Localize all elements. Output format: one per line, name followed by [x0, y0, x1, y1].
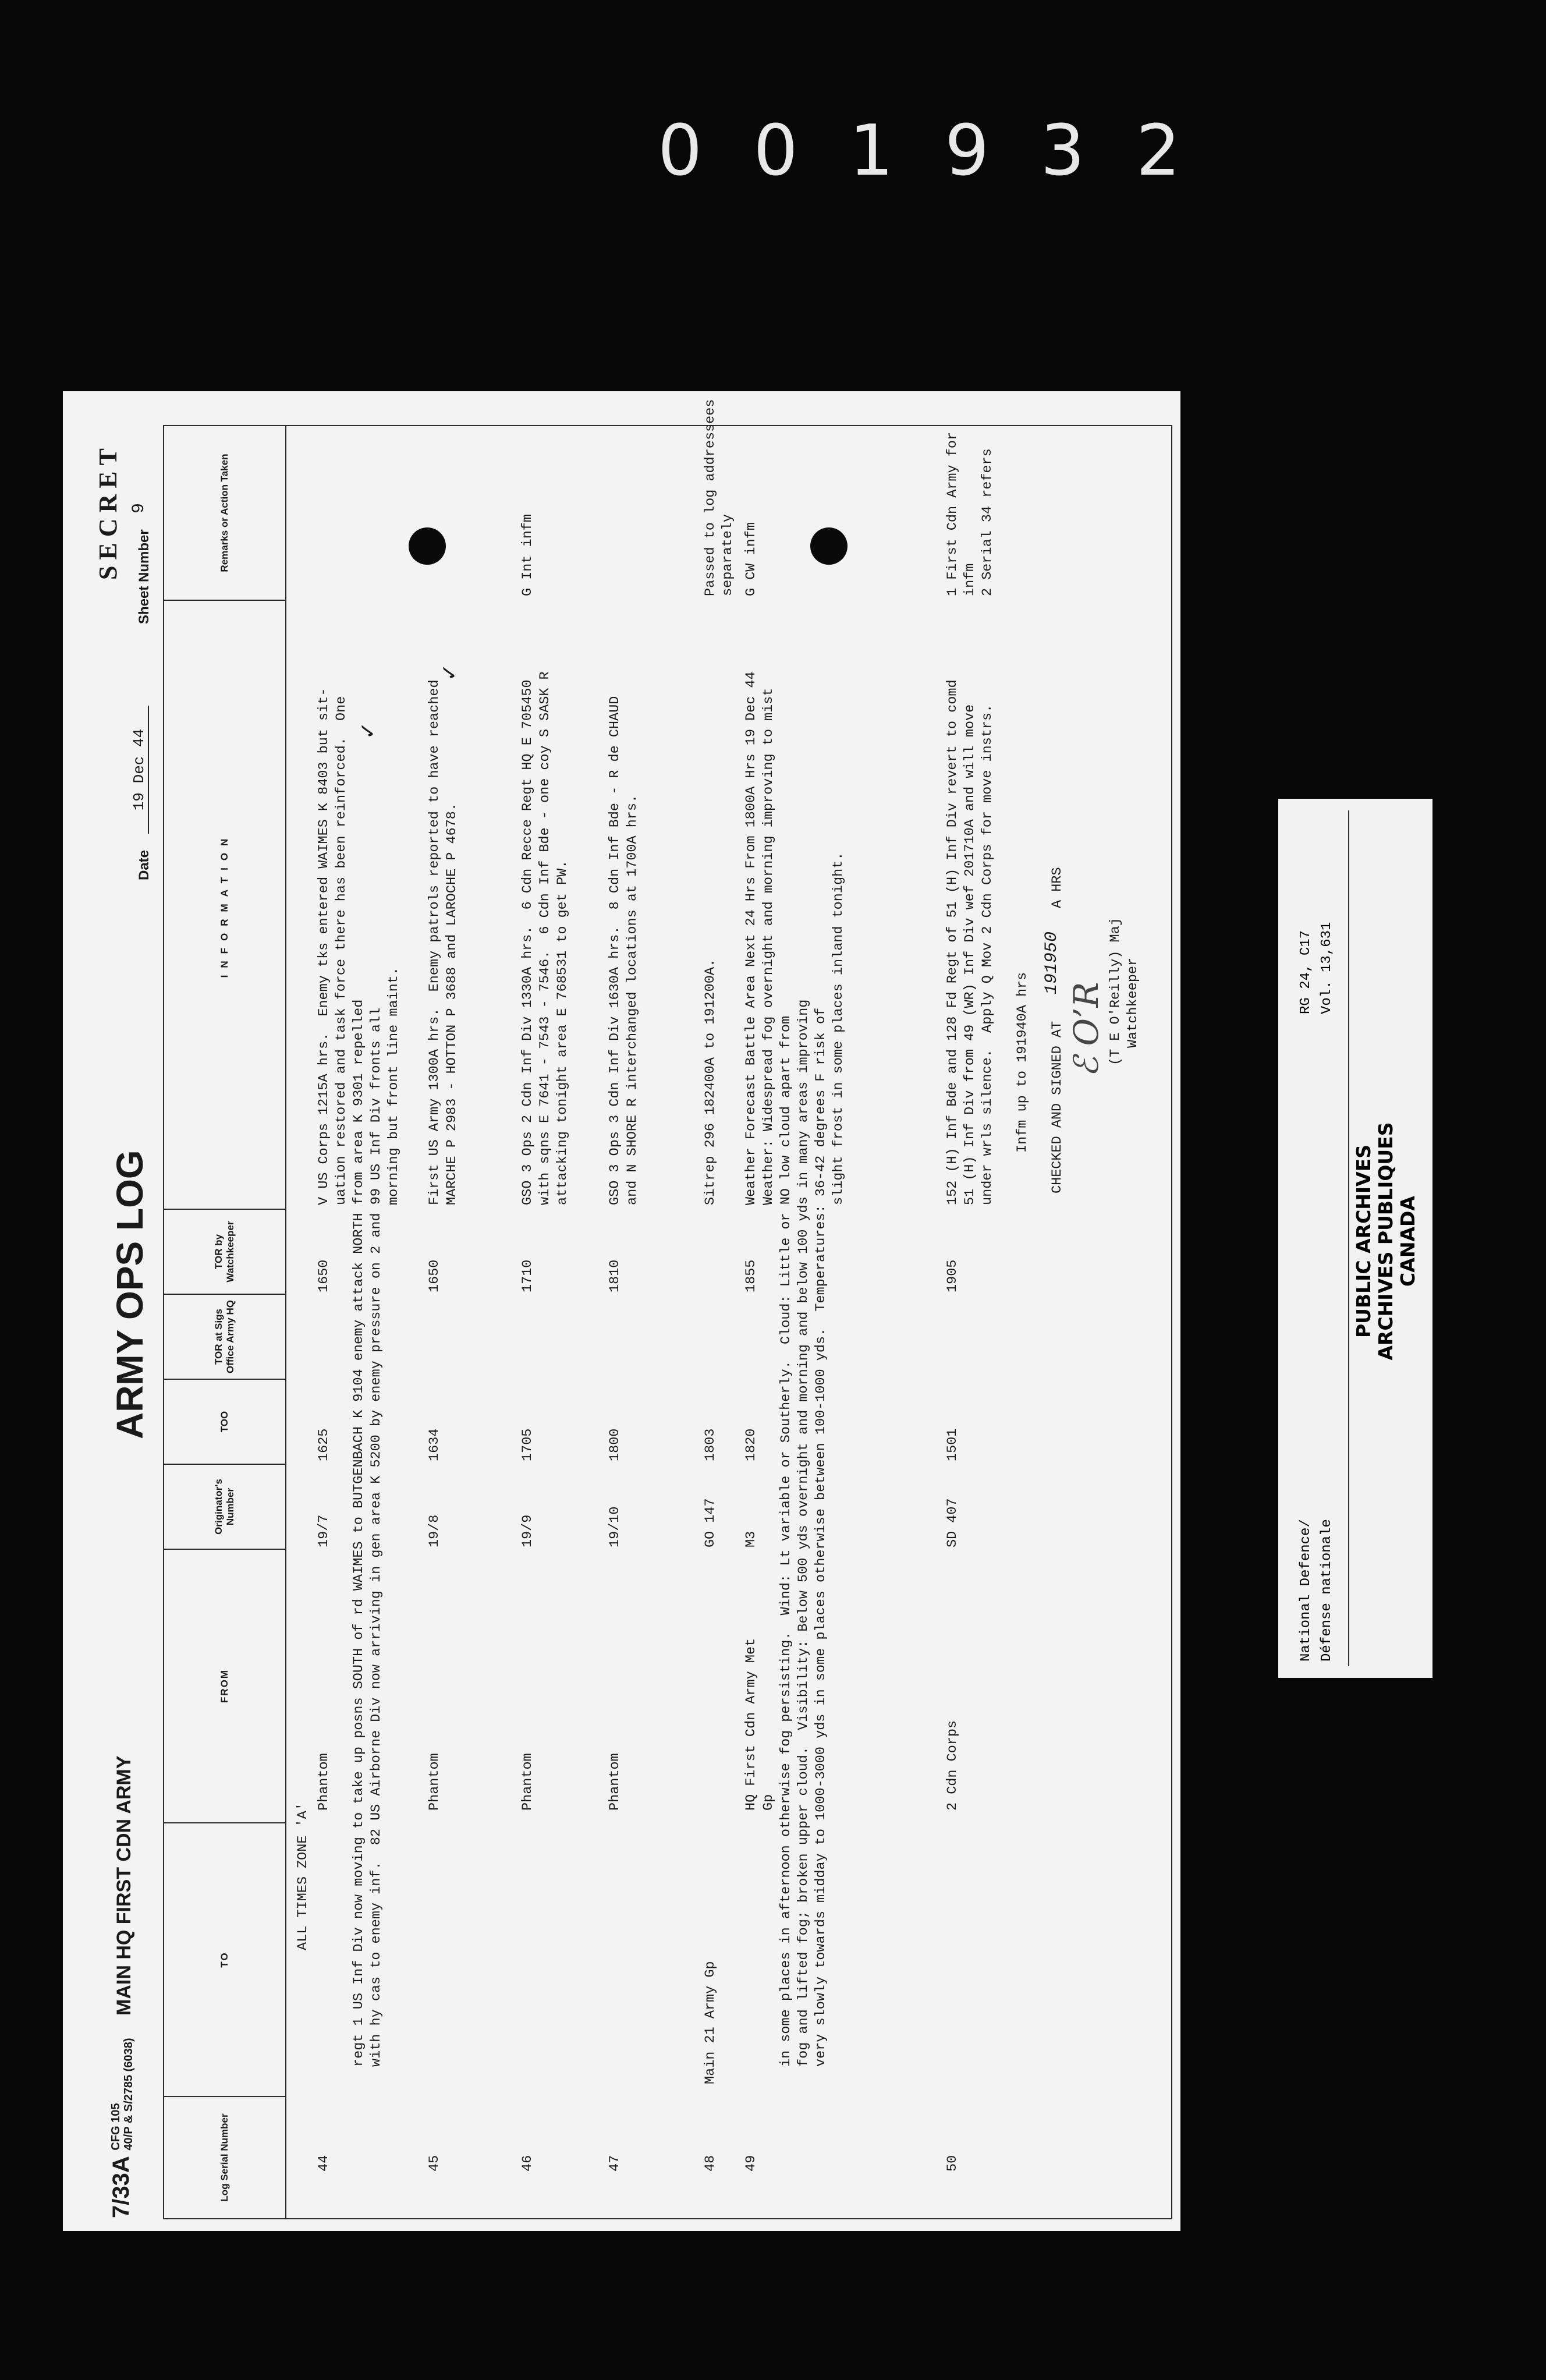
- information-line: Weather Forecast Battle Area Next 24 Hrs From 1800A Hrs 19 Dec 44: [743, 671, 759, 1205]
- form-number: CFG 105: [109, 2103, 123, 2151]
- originator-number: 19/8: [427, 1514, 442, 1547]
- tor-watchkeeper: 1855: [743, 1259, 759, 1292]
- remarks-line: separately: [720, 513, 736, 596]
- sheet-number-label: Sheet Number: [136, 529, 152, 624]
- checked-suffix: A HRS: [1049, 867, 1065, 908]
- information-line: fog and lifted fog; broken upper cloud. Visibility: Below 500 yds overnight and morning and below 100 yds in many areas improving: [796, 999, 811, 2067]
- information-line: slight frost in some places inland tonight.: [831, 852, 846, 1205]
- sheet-number-value: 9: [129, 502, 149, 513]
- information-line: under wrls silence. Apply Q Mov 2 Cdn Corps for move instrs.: [980, 704, 995, 1205]
- header-originator: Originator's Number: [164, 1464, 286, 1549]
- archive-dept-fr: Défense nationale: [1319, 1519, 1335, 1662]
- from-originator: Phantom: [427, 1753, 442, 1811]
- punch-hole: [810, 527, 848, 565]
- watchkeeper-role: Watchkeeper: [1125, 957, 1141, 1048]
- log-serial: 45: [427, 2155, 442, 2172]
- information-line: in some places in afternoon otherwise fog persisting. Wind: Lt variable or Southerly. Cloud: Little or NO low cloud apart from: [778, 1015, 794, 2067]
- information-line: uation restored and task force there has been reinforced. One: [334, 696, 349, 1205]
- log-serial: 46: [520, 2155, 536, 2172]
- information-line: MARCHE P 2983 - HOTTON P 3688 and LAROCHE P 4678.: [444, 802, 460, 1205]
- information-line: very slowly towards midday to 1000-3000 yds in some places otherwise between 100-1000 yds. Temperatures: 36-42 degrees F risk of: [813, 1007, 829, 2067]
- time-of-origin: 1800: [607, 1428, 623, 1461]
- archive-line-3: CANADA: [1396, 1196, 1419, 1287]
- print-reference: 40/P & S/2785 (6038): [122, 2038, 136, 2151]
- information-line: regt 1 US Inf Div now moving to take up posns SOUTH of rd WAIMES to BUTGENBACH K 9104 enemy attack NORTH from area K 9301 repelled: [351, 999, 367, 2067]
- from-originator: HQ First Cdn Army Met Gp: [743, 1638, 776, 1811]
- information-line: 51 (H) Inf Div from 49 (WR) Inf Div wef 201710A and will move: [962, 704, 978, 1205]
- tor-watchkeeper: 1650: [316, 1259, 332, 1292]
- information-line: with hy cas to enemy inf. 82 US Airborne Div now arriving in gen area K 5200 by enemy pressure on 2 and 99 US Inf Div fronts all: [368, 1007, 384, 2067]
- classification-stamp: SECRET: [94, 442, 122, 580]
- archive-reference-box: [1290, 810, 1349, 1666]
- ops-log-table: [163, 399, 1172, 2219]
- checked-time: 191950: [1042, 931, 1062, 994]
- tor-watchkeeper: 1650: [427, 1259, 442, 1292]
- log-serial: 49: [743, 2155, 759, 2172]
- log-serial: 50: [945, 2155, 960, 2172]
- originator-number: 19/7: [316, 1514, 332, 1547]
- information-line: 152 (H) Inf Bde and 128 Fd Regt of 51 (H) Inf Div revert to comd: [945, 679, 960, 1205]
- archive-label: [1278, 799, 1432, 1678]
- log-sheet-rotated: [63, 391, 1180, 2231]
- from-originator: 2 Cdn Corps: [945, 1720, 960, 1811]
- header-serial: Log Serial Number: [164, 2096, 286, 2219]
- header-tor-watchkeeper: TOR by Watchkeeper: [164, 1209, 286, 1294]
- originator-number: 19/10: [607, 1506, 623, 1547]
- remarks-line: infm: [962, 563, 978, 596]
- date-value: 19 Dec 44: [130, 706, 149, 834]
- header-to: TO: [164, 1823, 286, 2096]
- information-line: First US Army 1300A hrs. Enemy patrols reported to have reached: [427, 679, 442, 1205]
- log-sheet: [63, 391, 1180, 2231]
- log-title: ARMY OPS LOG: [109, 1150, 151, 1439]
- originator-number: 19/9: [520, 1514, 536, 1547]
- tor-watchkeeper: 1810: [607, 1259, 623, 1292]
- form-code: [108, 2038, 135, 2219]
- public-archives-stamp: [1353, 1003, 1419, 1480]
- information-line: with sqns E 7641 - 7543 - 7546. 6 Cdn Inf Bde - one coy S SASK R: [537, 671, 553, 1205]
- remarks-line: G Int infm: [520, 513, 536, 596]
- information-line: and N SHORE R interchanged locations at 1700A hrs.: [625, 794, 640, 1205]
- time-zone-note: ALL TIMES ZONE 'A': [295, 1802, 311, 1950]
- remarks-line: Passed to log addressees: [703, 399, 718, 596]
- tor-watchkeeper: 1905: [945, 1259, 960, 1292]
- information-line: GSO 3 Ops 3 Cdn Inf Div 1630A hrs. 8 Cdn Inf Bde - R de CHAUD: [607, 696, 623, 1205]
- from-originator: Phantom: [520, 1753, 536, 1811]
- header-tor-sigs: TOR at Sigs Office Army HQ: [164, 1294, 286, 1379]
- unit-name: MAIN HQ FIRST CDN ARMY: [113, 1755, 135, 2016]
- header-information: INFORMATION: [164, 600, 286, 1209]
- frame-number: 001932: [658, 111, 1232, 192]
- time-of-origin: 1820: [743, 1428, 759, 1461]
- archive-rg: RG 24, C17: [1298, 930, 1314, 1014]
- time-of-origin: 1803: [703, 1428, 718, 1461]
- punch-hole: [409, 527, 446, 565]
- form-code-text: 7/33A: [108, 2156, 134, 2218]
- time-of-origin: 1705: [520, 1428, 536, 1461]
- header-remarks: Remarks or Action Taken: [164, 426, 286, 600]
- archive-dept-en: National Defence/: [1298, 1519, 1314, 1662]
- information-line: Weather: Widespread fog overnight and morning improving to mist: [761, 688, 776, 1205]
- signature: ℰ O’R: [1066, 982, 1106, 1077]
- infm-up-to: Infm up to 191940A hrs: [1015, 972, 1030, 1153]
- information-line: morning but front line maint.: [386, 967, 402, 1205]
- information-line: attacking tonight area E 768531 to get PW.: [555, 860, 570, 1205]
- originator-number: SD 407: [945, 1498, 960, 1547]
- header-from: FROM: [164, 1549, 286, 1823]
- to-addressee: Main 21 Army Gp: [703, 1961, 718, 2084]
- information-line: V US Corps 1215A hrs. Enemy tks entered WAIMES K 8403 but sit-: [316, 688, 332, 1205]
- check-mark: ✓: [356, 721, 380, 739]
- time-of-origin: 1634: [427, 1428, 442, 1461]
- tor-watchkeeper: 1710: [520, 1259, 536, 1292]
- information-line: GSO 3 Ops 2 Cdn Inf Div 1330A hrs. 6 Cdn Recce Regt HQ E 705450: [520, 679, 536, 1205]
- log-entries-area: [286, 399, 1171, 2218]
- log-serial: 48: [703, 2155, 718, 2172]
- archive-line-2: ARCHIVES PUBLIQUES: [1374, 1122, 1397, 1361]
- from-originator: Phantom: [607, 1753, 623, 1811]
- remarks-line: G CW infm: [743, 522, 759, 596]
- table-header-row: [164, 426, 286, 2219]
- time-of-origin: 1501: [945, 1428, 960, 1461]
- log-serial: 44: [316, 2155, 332, 2172]
- from-originator: Phantom: [316, 1753, 332, 1811]
- header-too: TOO: [164, 1379, 286, 1464]
- information-line: Sitrep 296 182400A to 191200A.: [703, 958, 718, 1205]
- archive-volume: Vol. 13,631: [1319, 922, 1335, 1014]
- log-serial: 47: [607, 2155, 623, 2172]
- table-body-row: [286, 426, 1172, 2219]
- checked-label: CHECKED AND SIGNED AT: [1049, 1021, 1065, 1193]
- officer-name: (T E O'Reilly) Maj: [1108, 918, 1123, 1065]
- time-of-origin: 1625: [316, 1428, 332, 1461]
- check-mark: ✓: [438, 663, 462, 681]
- date-label: Date: [136, 849, 152, 880]
- originator-number: GO 147: [703, 1498, 718, 1547]
- remarks-line: 1 First Cdn Army for: [945, 431, 960, 596]
- remarks-line: 2 Serial 34 refers: [980, 448, 995, 596]
- archive-line-1: PUBLIC ARCHIVES: [1352, 1144, 1375, 1338]
- originator-number: M3: [743, 1531, 759, 1547]
